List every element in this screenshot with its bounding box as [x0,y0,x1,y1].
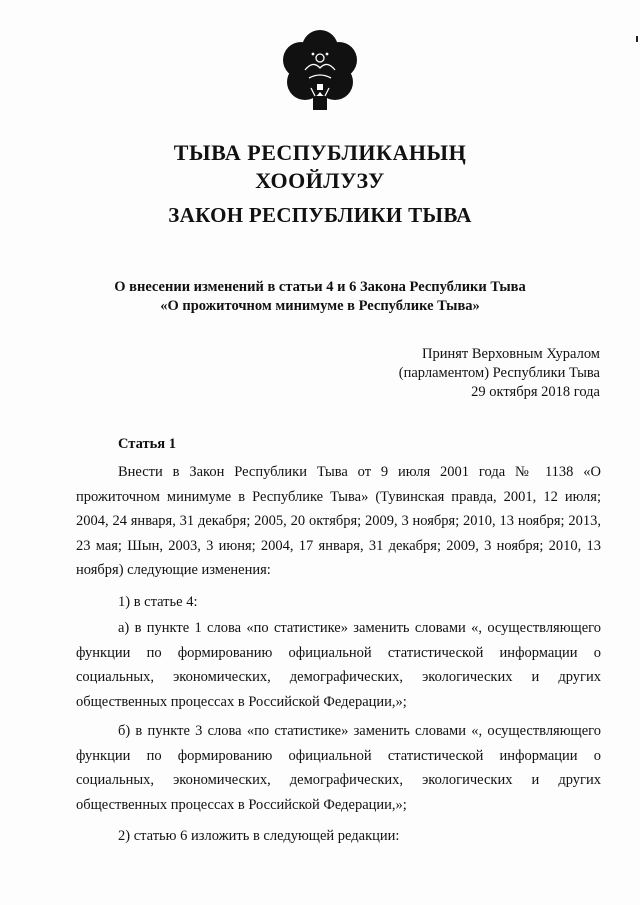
item-1-paragraph: 1) в статье 4: [118,594,198,610]
law-title: ЗАКОН РЕСПУБЛИКИ ТЫВА [168,203,472,227]
adoption-line2: (парламентом) Республики Тыва [398,365,600,381]
republic-title-line2: ХООЙЛУЗУ [255,168,385,193]
law-subject-line1: О внесении изменений в статьи 4 и 6 Закона Республики Тыва [114,279,526,295]
law-subject-line2: «О прожиточном минимуме в Республике Тыва» [160,298,480,314]
adoption-date: 29 октября 2018 года [471,384,600,400]
republic-title-line1: ТЫВА РЕСПУБЛИКАНЫҢ [173,140,467,165]
subitem-a-paragraph: а) в пункте 1 слова «по статистике» заменить словами «, осуществляющего функции по формированию официальной статистической информации о социальных, экономических, демографических, экологических и других общественных процессах в Российской Федерации,»; [76,620,601,710]
article-intro-paragraph: Внести в Закон Республики Тыва от 9 июля 2001 года № 1138 «О прожиточном минимуме в Республике Тыва» (Тувинская правда, 2001, 12 июля; 2004, 24 января, 31 декабря; 2005, 20 октября; 2009, 3 ноября; 2010, 13 ноября; 2013, 23 мая; Шын, 2003, 3 июня; 2004, 17 января, 31 декабря; 2009, 3 ноября; 2010, 13 ноября) следующие изменения: [76,464,601,578]
law-subject [40,278,600,316]
item-2-paragraph: 2) статью 6 изложить в следующей редакции: [118,828,400,844]
republic-title [0,140,640,194]
scan-mark [636,36,638,42]
coat-of-arms-icon [275,18,365,118]
article-heading: Статья 1 [118,436,176,452]
adoption-line1: Принят Верховным Хуралом [422,346,600,362]
subitem-b-paragraph: б) в пункте 3 слова «по статистике» заменить словами «, осуществляющего функции по формированию официальной статистической информации о социальных, экономических, демографических, экологических и других общественных процессах в Российской Федерации,»; [76,723,601,813]
adoption-note [399,345,600,402]
